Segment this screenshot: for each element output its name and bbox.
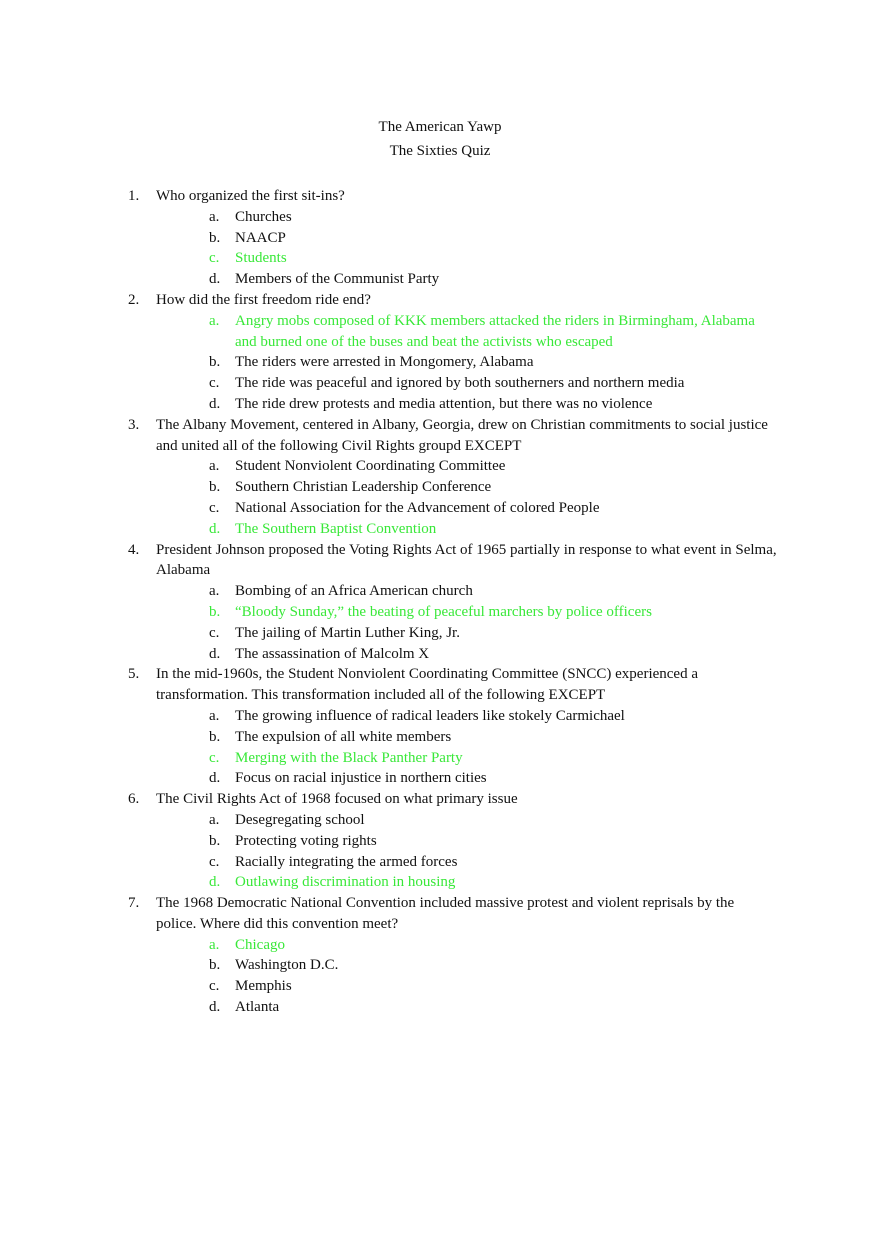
title-block — [0, 115, 880, 163]
option-text: Washington D.C. — [235, 957, 339, 974]
option-text: Southern Christian Leadership Conference — [235, 479, 492, 496]
question-text: Who organized the first sit-ins? — [156, 188, 345, 204]
option-letter: b. — [209, 832, 221, 849]
option-text: Churches — [235, 208, 292, 225]
document-title: The American Yawp — [378, 119, 502, 135]
question-text: In the mid-1960s, the Student Nonviolent Coordinating Committee (SNCC) experienced a transformation. This transformation included all of the following EXCEPT — [156, 666, 698, 704]
option-letter: d. — [209, 271, 221, 288]
answer-option — [156, 373, 778, 394]
quiz-question-list — [128, 186, 778, 1018]
option-letter: d. — [209, 770, 221, 787]
quiz-question-1 — [128, 186, 778, 290]
option-letter: d. — [209, 395, 221, 412]
answer-option — [156, 976, 778, 997]
quiz-question-2 — [128, 290, 778, 415]
option-letter: c. — [209, 978, 220, 995]
answer-option-correct — [156, 748, 778, 769]
question-text: The Civil Rights Act of 1968 focused on what primary issue — [156, 791, 518, 808]
option-letter: c. — [209, 499, 220, 516]
question-number: 7. — [128, 895, 140, 912]
quiz-question-6 — [128, 789, 778, 893]
option-letter: d. — [209, 874, 221, 891]
option-text: Chicago — [235, 936, 285, 953]
option-letter: c. — [209, 250, 220, 267]
option-text: Racially integrating the armed forces — [235, 853, 458, 870]
answer-option-correct — [156, 519, 778, 540]
option-letter: a. — [209, 811, 220, 828]
answer-option — [156, 623, 778, 644]
question-text: How did the first freedom ride end? — [156, 291, 371, 308]
option-text: The ride was peaceful and ignored by both southerners and northern media — [235, 375, 685, 392]
answer-option — [156, 477, 778, 498]
question-number: 1. — [128, 188, 140, 204]
quiz-question-3 — [128, 415, 778, 540]
option-text: Student Nonviolent Coordinating Committee — [235, 458, 506, 475]
option-letter: b. — [209, 229, 221, 246]
option-text: Angry mobs composed of KKK members attacked the riders in Birmingham, Alabama and burned one of the buses and beat the activists who escaped — [235, 312, 755, 350]
question-text: The Albany Movement, centered in Albany, Georgia, drew on Christian commitments to social justice and united all of the following Civil Rights groupd EXCEPT — [156, 416, 768, 454]
answer-option — [156, 207, 778, 228]
answer-option-correct — [156, 311, 778, 353]
answer-option — [156, 706, 778, 727]
quiz-question-5 — [128, 664, 778, 789]
answer-options — [156, 311, 778, 415]
answer-options — [156, 810, 778, 893]
option-letter: a. — [209, 312, 220, 329]
answer-option — [156, 394, 778, 415]
answer-option — [156, 228, 778, 249]
answer-option — [156, 997, 778, 1018]
option-text: Memphis — [235, 978, 292, 995]
answer-options — [156, 706, 778, 789]
option-letter: c. — [209, 749, 220, 766]
option-letter: b. — [209, 354, 221, 371]
option-letter: c. — [209, 624, 220, 641]
answer-option — [156, 727, 778, 748]
option-text: The Southern Baptist Convention — [235, 520, 437, 537]
quiz-question-4 — [128, 540, 778, 665]
answer-option — [156, 498, 778, 519]
option-text: Atlanta — [235, 999, 280, 1016]
option-letter: a. — [209, 208, 220, 225]
answer-options — [156, 456, 778, 539]
option-text: The jailing of Martin Luther King, Jr. — [235, 624, 460, 641]
answer-option — [156, 852, 778, 873]
option-text: “Bloody Sunday,” the beating of peaceful marchers by police officers — [235, 603, 652, 620]
question-number: 2. — [128, 291, 140, 308]
option-text: National Association for the Advancement of colored People — [235, 499, 600, 516]
option-text: Protecting voting rights — [235, 832, 377, 849]
answer-option-correct — [156, 935, 778, 956]
option-text: The expulsion of all white members — [235, 728, 452, 745]
quiz-question-7 — [128, 893, 778, 1018]
answer-option — [156, 269, 778, 290]
answer-option-correct — [156, 248, 778, 269]
question-number: 6. — [128, 791, 140, 808]
option-letter: c. — [209, 375, 220, 392]
option-text: The riders were arrested in Mongomery, Alabama — [235, 354, 534, 371]
document-subtitle: The Sixties Quiz — [389, 143, 491, 159]
answer-option — [156, 810, 778, 831]
option-text: NAACP — [235, 229, 286, 246]
option-text: The ride drew protests and media attention, but there was no violence — [235, 395, 653, 412]
answer-options — [156, 935, 778, 1018]
question-number: 4. — [128, 541, 140, 558]
option-letter: a. — [209, 936, 220, 953]
answer-option — [156, 352, 778, 373]
option-text: Members of the Communist Party — [235, 271, 440, 288]
option-text: Focus on racial injustice in northern cities — [235, 770, 487, 787]
option-letter: c. — [209, 853, 220, 870]
answer-option — [156, 581, 778, 602]
option-letter: a. — [209, 458, 220, 475]
option-text: The growing influence of radical leaders like stokely Carmichael — [235, 707, 625, 724]
option-letter: d. — [209, 999, 221, 1016]
answer-option — [156, 831, 778, 852]
option-letter: d. — [209, 520, 221, 537]
option-letter: b. — [209, 957, 221, 974]
option-letter: b. — [209, 479, 221, 496]
answer-options — [156, 207, 778, 290]
option-letter: b. — [209, 728, 221, 745]
option-text: The assassination of Malcolm X — [235, 645, 430, 662]
option-letter: d. — [209, 645, 221, 662]
answer-option — [156, 644, 778, 665]
option-text: Desegregating school — [235, 811, 365, 828]
answer-option-correct — [156, 602, 778, 623]
option-text: Students — [235, 250, 287, 267]
answer-option-correct — [156, 872, 778, 893]
option-text: Merging with the Black Panther Party — [235, 749, 463, 766]
option-letter: a. — [209, 583, 220, 600]
question-number: 5. — [128, 666, 140, 683]
question-text: The 1968 Democratic National Convention included massive protest and violent reprisals by the police. Where did this convention meet? — [156, 895, 735, 932]
option-letter: a. — [209, 707, 220, 724]
question-text: President Johnson proposed the Voting Rights Act of 1965 partially in response to what event in Selma, Alabama — [156, 541, 777, 579]
answer-option — [156, 456, 778, 477]
answer-option — [156, 768, 778, 789]
question-number: 3. — [128, 416, 140, 433]
option-text: Outlawing discrimination in housing — [235, 874, 456, 891]
option-letter: b. — [209, 603, 221, 620]
answer-option — [156, 955, 778, 976]
answer-options — [156, 581, 778, 664]
option-text: Bombing of an Africa American church — [235, 583, 473, 600]
